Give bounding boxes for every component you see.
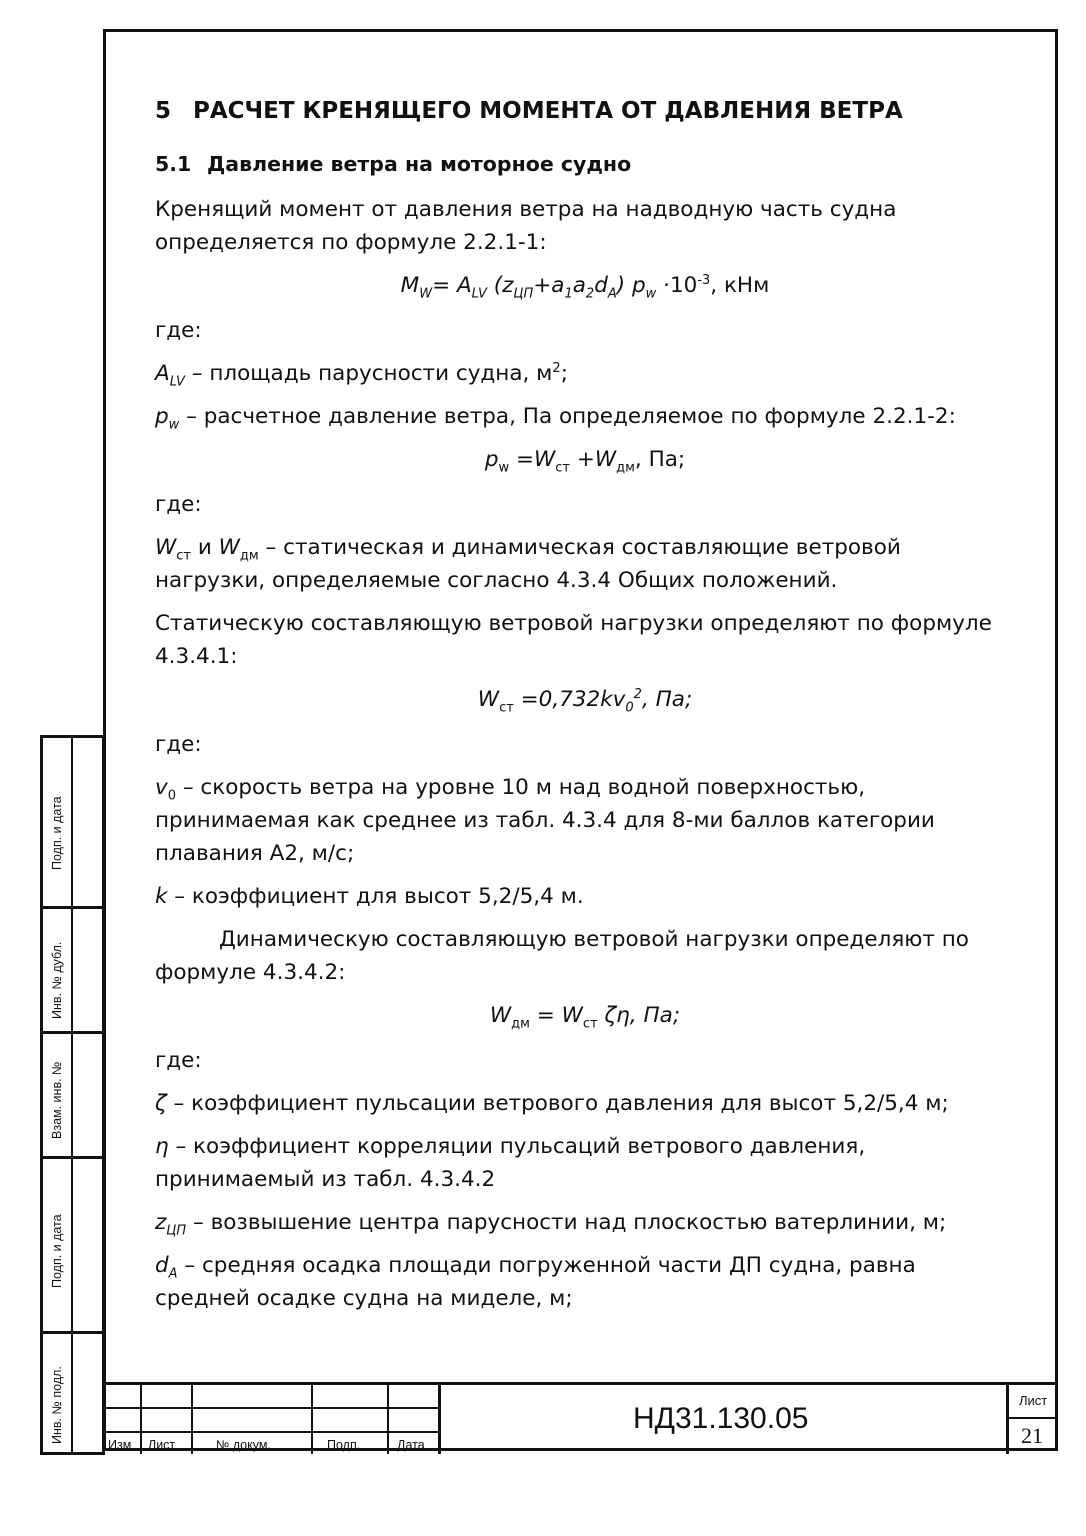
side-strip — [40, 735, 105, 1455]
side-label: Инв. № подл. — [50, 1366, 64, 1444]
formula-moment: $M_W= A_{LV}$ $(z_{ЦП}+a_1a_2d_A)$ $p_w \cdot 10^{-3}$, кНм — [400, 272, 770, 302]
definition-alv: $A_{LV}$ – площадь парусности судна, $м^2$; — [155, 360, 568, 390]
dynamic-intro: Динамическую составляющую ветровой нагрузки определяют по формуле 4.3.4.2: — [155, 927, 969, 985]
section-number: 5 — [155, 98, 172, 124]
section-heading — [155, 95, 1015, 128]
definition-v0: $v_0$ – скорость ветра на уровне 10 м над водной поверхностью, принимаемая как среднее из табл. 4.3.4 для 8-ми баллов категории плавания А2, м/с; — [155, 775, 935, 866]
definition-zeta: ζ – коэффициент пульсации ветрового давления для высот 5,2/5,4 м; — [155, 1091, 949, 1116]
side-label: Подп. и дата — [50, 796, 64, 870]
stamp-doc: № докум. — [216, 1438, 271, 1452]
where-label: где: — [155, 492, 202, 517]
definition-d: $d_A$ – средняя осадка площади погруженной части ДП судна, равна средней осадке судна на миделе, м; — [155, 1253, 916, 1311]
formula-static: $W_{ст} =0,732kv_0^2$, Па; — [477, 686, 693, 716]
side-label: Взам. инв. № — [50, 1061, 64, 1139]
side-label: Подп. и дата — [50, 1214, 64, 1288]
static-intro: Статическую составляющую ветровой нагрузки определяют по формуле 4.3.4.1: — [155, 611, 992, 669]
side-label: Инв. № дубл. — [50, 941, 64, 1019]
stamp-sign: Подп. — [327, 1438, 361, 1452]
stamp-date: Дата — [397, 1438, 425, 1452]
definition-k: k – коэффициент для высот 5,2/5,4 м. — [155, 884, 584, 909]
where-label: где: — [155, 318, 202, 343]
definition-eta: η – коэффициент корреляции пульсаций ветрового давления, принимаемый из табл. 4.3.4.2 — [155, 1134, 866, 1192]
sheet-number: 21 — [1021, 1423, 1043, 1448]
stamp-izm: Изм — [108, 1438, 132, 1452]
definition-w: $W_{ст}$ и $W_{дм}$ – статическая и динамическая составляющие ветровой нагрузки, определяемые согласно 4.3.4 Общих положений. — [155, 535, 901, 593]
definition-z: $z_{ЦП}$ – возвышение центра парусности над плоскостью ватерлинии, м; — [155, 1210, 947, 1239]
formula-pressure: $p_w =W_{ст} +W_{дм}$, Па; — [484, 447, 686, 476]
title-block — [103, 1382, 1058, 1454]
subsection-number: 5.1 — [155, 152, 192, 176]
intro-paragraph: Кренящий момент от давления ветра на надводную часть судна определяется по формуле 2.2.1-1: — [155, 197, 897, 255]
where-label: где: — [155, 1048, 202, 1073]
sheet-label: Лист — [1019, 1393, 1048, 1408]
formula-dynamic: $W_{дм} = W_{ст}$ ζη, Па; — [489, 1003, 681, 1032]
section-title: РАСЧЕТ КРЕНЯЩЕГО МОМЕНТА ОТ ДАВЛЕНИЯ ВЕТРА — [193, 98, 903, 124]
document-body — [155, 95, 1015, 1325]
subsection-title: Давление ветра на моторное судно — [207, 152, 632, 176]
subsection-heading — [155, 148, 1015, 181]
stamp-list: Лист — [148, 1438, 176, 1452]
definition-pw: $p_w$ – расчетное давление ветра, Па определяемое по формуле 2.2.1-2: — [155, 404, 956, 433]
document-code: НД31.130.05 — [633, 1402, 809, 1435]
where-label: где: — [155, 732, 202, 757]
